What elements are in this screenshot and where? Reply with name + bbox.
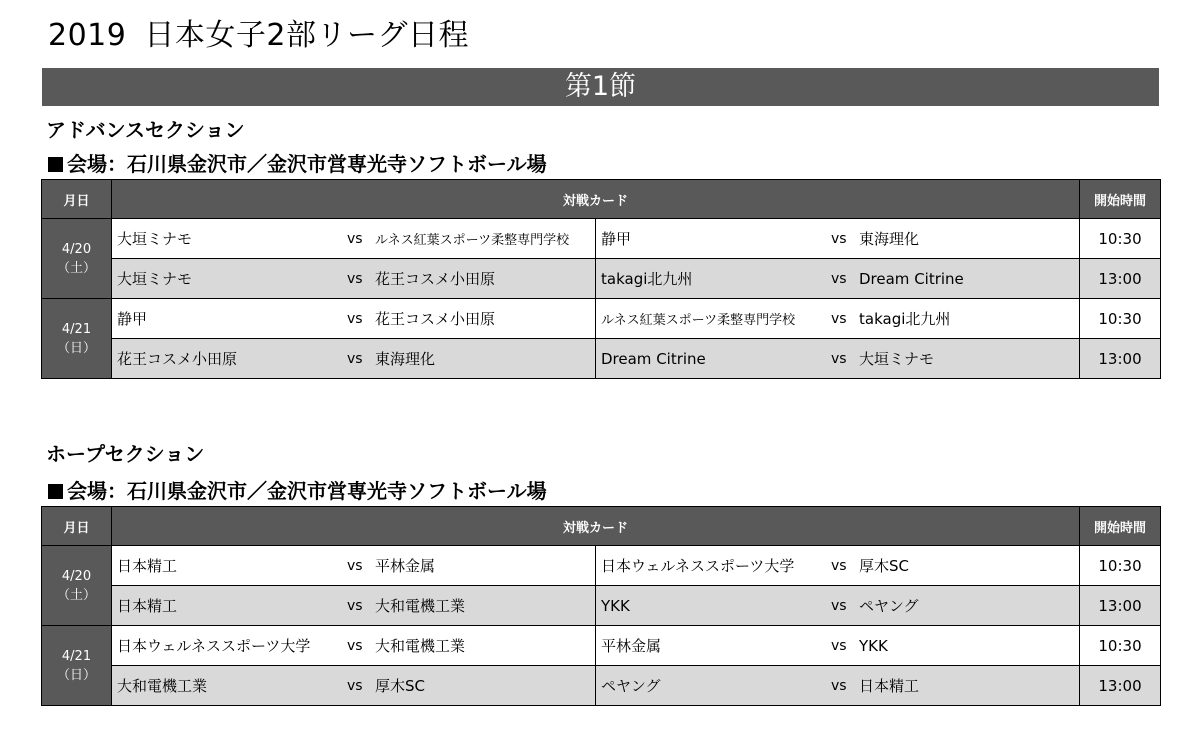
date-text: 4/20: [61, 568, 92, 584]
match-cell: [596, 259, 1080, 299]
away-team: 花王コスメ小田原: [375, 310, 496, 328]
home-team: Dream Citrine: [601, 349, 706, 368]
vs-label: vs: [831, 350, 847, 367]
header-date: 月日: [42, 180, 112, 219]
away-team: ペヤング: [859, 597, 919, 615]
match-cell: [596, 339, 1080, 379]
home-team: YKK: [601, 596, 630, 615]
start-time: 10:30: [1080, 219, 1161, 259]
away-team: 東海理化: [375, 350, 436, 368]
match-cell: [596, 299, 1080, 339]
vs-label: vs: [347, 270, 363, 287]
away-team: 日本精工: [859, 677, 920, 695]
vs-label: vs: [347, 557, 363, 574]
start-time: 13:00: [1080, 666, 1161, 706]
table-header-row: [42, 180, 1161, 219]
vs-label: vs: [347, 637, 363, 654]
table-row: [42, 299, 1161, 339]
match-cell: [596, 586, 1080, 626]
start-time: 13:00: [1080, 259, 1161, 299]
title-text: 日本女子2部リーグ日程: [144, 18, 469, 53]
header-time: 開始時間: [1080, 180, 1161, 219]
match-cell: [112, 626, 596, 666]
home-team: 日本ウェルネススポーツ大学: [117, 637, 311, 655]
home-team: 静甲: [117, 310, 148, 328]
away-team: 厚木SC: [859, 557, 909, 575]
table-row: [42, 259, 1161, 299]
table-row: [42, 546, 1161, 586]
match-cell: [112, 546, 596, 586]
vs-label: vs: [347, 597, 363, 614]
weekday-text: （土）: [56, 587, 96, 603]
away-team: 大和電機工業: [375, 637, 466, 655]
vs-label: vs: [347, 230, 363, 247]
home-team: ペヤング: [601, 677, 661, 695]
square-bullet-icon: [48, 484, 63, 499]
table-row: [42, 626, 1161, 666]
vs-label: vs: [831, 270, 847, 287]
weekday-text: （日）: [56, 340, 96, 356]
home-team: 大和電機工業: [117, 677, 208, 695]
section-name-hope: ホープセクション: [46, 442, 205, 466]
away-team: 大和電機工業: [375, 597, 466, 615]
table-row: [42, 339, 1161, 379]
home-team: 静甲: [601, 230, 632, 248]
home-team: 大垣ミナモ: [117, 270, 193, 288]
home-team: 平林金属: [601, 637, 662, 655]
vs-label: vs: [831, 310, 847, 327]
vs-label: vs: [831, 597, 847, 614]
away-team: 平林金属: [375, 557, 436, 575]
header-matches: 対戦カード: [112, 180, 1080, 219]
venue-text: 会場：石川県金沢市／金沢市営専光寺ソフトボール場: [67, 152, 547, 176]
home-team: 日本精工: [117, 557, 178, 575]
match-cell: [596, 546, 1080, 586]
match-cell: [596, 626, 1080, 666]
vs-label: vs: [831, 637, 847, 654]
home-team: 大垣ミナモ: [117, 230, 193, 248]
venue-hope: [48, 475, 547, 504]
match-cell: [112, 299, 596, 339]
date-text: 4/20: [61, 241, 92, 257]
vs-label: vs: [831, 230, 847, 247]
home-team: 日本ウェルネススポーツ大学: [601, 557, 795, 575]
square-bullet-icon: [48, 157, 63, 172]
start-time: 10:30: [1080, 546, 1161, 586]
home-team: takagi北九州: [601, 270, 693, 288]
away-team: 大垣ミナモ: [859, 350, 935, 368]
header-matches: 対戦カード: [112, 507, 1080, 546]
vs-label: vs: [347, 310, 363, 327]
match-cell: [596, 666, 1080, 706]
page-title: [48, 10, 469, 54]
home-team: 日本精工: [117, 597, 178, 615]
away-team: takagi北九州: [859, 310, 951, 328]
vs-label: vs: [347, 677, 363, 694]
header-time: 開始時間: [1080, 507, 1161, 546]
venue-text: 会場：石川県金沢市／金沢市営専光寺ソフトボール場: [67, 479, 547, 503]
table-row: [42, 219, 1161, 259]
schedule-table-advance: [41, 179, 1161, 379]
venue-advance: [48, 148, 547, 177]
away-team: Dream Citrine: [859, 269, 964, 288]
date-text: 4/21: [61, 648, 92, 664]
title-year: 2019: [48, 18, 127, 53]
vs-label: vs: [831, 557, 847, 574]
away-team: 東海理化: [859, 230, 920, 248]
start-time: 13:00: [1080, 586, 1161, 626]
table-row: [42, 666, 1161, 706]
match-cell: [112, 586, 596, 626]
date-text: 4/21: [61, 321, 92, 337]
match-cell: [112, 219, 596, 259]
table-row: [42, 586, 1161, 626]
away-team: ルネス紅葉スポーツ柔整専門学校: [375, 233, 570, 248]
match-cell: [112, 666, 596, 706]
section-name-advance: アドバンスセクション: [46, 118, 245, 142]
start-time: 10:30: [1080, 626, 1161, 666]
header-date: 月日: [42, 507, 112, 546]
match-cell: [112, 259, 596, 299]
vs-label: vs: [831, 677, 847, 694]
date-cell: [42, 626, 112, 706]
match-cell: [112, 339, 596, 379]
weekday-text: （土）: [56, 260, 96, 276]
start-time: 13:00: [1080, 339, 1161, 379]
weekday-text: （日）: [56, 667, 96, 683]
date-cell: [42, 546, 112, 626]
date-cell: [42, 219, 112, 299]
match-cell: [596, 219, 1080, 259]
table-header-row: [42, 507, 1161, 546]
home-team: 花王コスメ小田原: [117, 350, 238, 368]
vs-label: vs: [347, 350, 363, 367]
start-time: 10:30: [1080, 299, 1161, 339]
away-team: 厚木SC: [375, 677, 425, 695]
home-team: ルネス紅葉スポーツ柔整専門学校: [601, 313, 796, 328]
date-cell: [42, 299, 112, 379]
round-banner: 第1節: [42, 68, 1159, 106]
schedule-table-hope: [41, 506, 1161, 706]
away-team: YKK: [859, 636, 888, 655]
away-team: 花王コスメ小田原: [375, 270, 496, 288]
